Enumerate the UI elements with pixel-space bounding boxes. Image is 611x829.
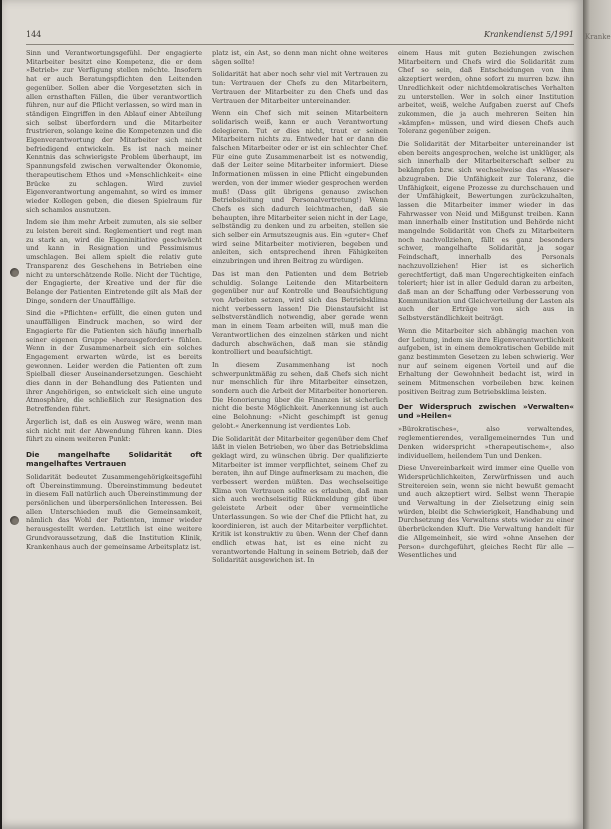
body-paragraph: Wenn die Mitarbeiter sich abhängig machen von der Leitung, indem sie ihre Eigenverantwortlichkeit aufgeben, ist in einem demokratischen Gebilde mit ganz bestimmten Gesetzen zu leben schwierig. Wer nur auf seinem eigenen Vorteil und auf die Erhaltung der Gewohnheit bedacht ist, wird in seinem Mitmenschen vorbeileben bzw. keinen positiven Beitrag zum Betriebsklima leisten. [398,326,574,396]
running-head: Krankendienst 5/1991 [483,30,574,39]
header-rule [26,44,574,45]
body-paragraph: platz ist, ein Ast, so denn man nicht ohne weiteres sägen sollte! [212,49,388,66]
page-number: 144 [26,30,42,39]
page-header [26,30,574,42]
punch-hole-bottom [10,516,19,525]
body-paragraph: Die Solidarität der Mitarbeiter gegenüber dem Chef läßt in vielen Betrieben, wo über das Betriebsklima geklagt wird, zu wünschen übrig. Der qualifizierte Mitarbeiter ist immer verpflichtet, seinem Chef zu beraten, ihn auf Dinge aufmerksam zu machen, die verbessert werden müßten. Das wechselseitige Klima von Vertrauen sollte es erlauben, daß man sich auch wechselseitig Rückmeldung gibt über geleistete Arbeit oder über vermeintliche Unterlassungen. So wie der Chef die Pflicht hat, zu koordinieren, ist auch der Mitarbeiter verpflichtet. Kritik ist konstruktiv zu üben. Wenn der Chef dann endlich etwas hat, ist es eine nicht zu verantwortende Haltung in seinem Betrieb, daß der Solidarität ausgewichen ist. In [212,434,388,565]
text-column-3 [398,49,574,821]
journal-page [2,0,583,829]
body-paragraph: »Bürokratisches«, also verwaltendes, reglementierendes, verallgemeinerndes Tun und Denken widerspricht »therapeutischem«, also individuellem, heilendem Tun und Denken. [398,425,574,460]
body-paragraph: Indem sie ihm mehr Arbeit zumuten, als sie selber zu leisten bereit sind. Reglementiert und regt man zu stark an, wird die Eigeninitiative geschwächt und kann in Resignation und Pessimismus umschlagen. Bei allem spielt die relativ gute Transparenz des Geschehens in Betrieben eine nicht zu unterschätzende Rolle. Nicht der Tüchtige, der Engagierte, der Kreative und der für die Belange der Patienten Eintretende gilt als Maß der Dinge, sondern der Unauffällige. [26,218,202,305]
body-paragraph: Sinn und Verantwortungsgefühl. Der engagierte Mitarbeiter besitzt eine Kompetenz, die er dem »Betrieb« zur Verfügung stellen möchte. Insofern hat er auch Beratungspflichten den Leitenden gegenüber. Sollen aber die Vorgesetzten sich in allen ernsthaften Fällen, die über verantwortlich führen, nur auf die Pflicht verlassen, so wird man in ständigen Eingriffen in den Ablauf einer Abteilung sich selbst überfordern und die Mitarbeiter frustrieren, solange keine die Kompetenzen und die Eigenverantwortung der Mitarbeiter sich nicht befriedigend entwickeln. Es ist nach meiner Kenntnis das schwierigste Problem überhaupt, im Spannungsfeld zwischen verwaltender Ökonomie, therapeutischem Ethos und »Menschlichkeit« eine Brücke zu schlagen. Wird zuviel Eigenverantwortung angemahnt, so wird es immer wieder Kollegen geben, die diesen Spielraum für sich schamlos ausnutzen. [26,49,202,214]
body-paragraph: Solidarität bedeutet Zusammengehörigkeitsgefühl oft Übereinstimmung. Übereinstimmung bedeutet in diesem Fall natürlich auch Übereinstimmung der persönlichen und überpersönlichen Interessen. Bei allen Unterschieden muß die Gemeinsamkeit, nämlich das Wohl der Patienten, immer wieder herausgestellt werden. Letztlich ist eine weitere Grundvoraussetzung, daß die Institution Klinik, Krankenhaus auch der gemeinsame Arbeitsplatz ist. [26,472,202,551]
body-paragraph: Solidarität hat aber noch sehr viel mit Vertrauen zu tun: Vertrauen der Chefs zu den Mitarbeitern, Vertrauen der Mitarbeiter zu den Chefs und das Vertrauen der Mitarbeiter untereinander. [212,70,388,105]
text-column-1 [26,49,202,821]
body-paragraph: einem Haus mit guten Beziehungen zwischen Mitarbeitern und Chefs wird die Solidarität zum Chef so sein, daß Entscheidungen von ihm akzeptiert werden, ohne sofort zu murren bzw. ihn Unredlichkeit oder nichtdemokratisches Verhalten zu unterstellen. Wer in solch einer Institution arbeitet, weiß, welche Aufgaben zuerst auf Chefs zukommen, die ja auch mehreren Seiten hin »kämpfen« müssen, und wird diesen Chefs auch Toleranz gegenüber zeigen. [398,49,574,136]
adjacent-page-running-head: Kranke [585,33,611,41]
body-paragraph: Sind die »Pflichten« erfüllt, die einen guten und unauffälligen Eindruck machen, so wird der Engagierte für die Patienten sich häufig innerhalb seiner eigenen Gruppe »herausgefordert« fühlen. Wenn in der Zusammenarbeit sich ein solches Engagement erwarten würde, ist es bereits gewonnen. Leider werden die Patienten oft zum Spielball dieser Auseinandersetzungen. Geschieht dies dann in der Behandlung des Patienten und ihrer Angehörigen, so entwickelt sich eine ungute Atmosphäre, die schließlich zur Resignation des Betreffenden führt. [26,309,202,414]
adjacent-page-edge [583,0,611,829]
section-heading: Der Widerspruch zwischen »Verwalten« und »Heilen« [398,402,574,421]
punch-hole-top [10,268,19,277]
body-paragraph: Wenn ein Chef sich mit seinen Mitarbeitern solidarisch weiß, kann er auch Verantwortung delegieren. Tut er dies nicht, traut er seinen Mitarbeitern nichts zu. Entweder hat er dann die falschen Mitarbeiter oder er ist ein schlechter Chef. Für eine gute Zusammenarbeit ist es notwendig, daß der Leiter seine Mitarbeiter informiert. Diese Informationen müssen in eine Pflicht eingebunden werden, von der immer wieder gesprochen werden muß! (Dass gilt übrigens genauso zwischen Betriebsleitung und Personalvertretung!) Wenn Chefs es sich dadurch leichtmachen, daß sie behaupten, ihre Mitarbeiter seien nicht in der Lage, selbständig zu denken und zu arbeiten, stellen sie sich selber ein Armutszeugnis aus. Ein »guter« Chef wird seine Mitarbeiter motivieren, begeben und anleiten, sich entsprechend ihren Fähigkeiten einzubringen und ihren Beitrag zu würdigen. [212,109,388,266]
body-paragraph: Die Solidarität der Mitarbeiter untereinander ist eben bereits angesprochen, welche ist unklüger, als sich innerhalb der Mitarbeiterschaft selber zu bekämpfen bzw. sich wechselweise das »Wasser« abzugraben. Die Unfähigkeit zur Toleranz, die Unfähigkeit, eigene Prozesse zu durchschauen und der Umfähigkeit, Bewertungen zurückzuhalten, lassen die Mitarbeiter immer wieder in das Fahrwasser von Neid und Mißgunst treiben. Kann man innerhalb einer Institution und Behörde nicht mangelnde Solidarität von Chefs zu Mitarbeitern noch nachvollziehen, fällt es ganz besonders schwer, mangelhafte Solidarität, ja sogar Feindschaft, innerhalb des Personals nachzuvollziehen! Hier ist es sicherlich gerechtfertigt, daß man Ungerechtigkeiten einfach toleriert; hier ist in aller Geduld daran zu arbeiten, daß man an der Schaffung oder Verbesserung von Kommunikation und Gleichverteilung der Lasten als auch der Erträge von sich aus in Selbstverständlichkeit beiträgt. [398,140,574,323]
text-column-2 [212,49,388,821]
body-paragraph: In diesem Zusammenhang ist noch schwerpunktmäßig zu sehen, daß Chefs sich nicht nur menschlich für ihre Mitarbeiter einsetzen, sondern auch die Arbeit der Mitarbeiter honorieren. Die Honorierung über die Finanzen ist sicherlich nicht die beste Möglichkeit. Anerkennung ist auch eine Belohnung: »Nicht geschimpft ist genug gelobt.« Anerkennung ist verdientes Lob. [212,360,388,430]
section-heading: Die mangelhafte Solidarität oft mangelhaftes Vertrauen [26,449,202,468]
body-paragraph: Ärgerlich ist, daß es ein Ausweg wäre, wenn man sich nicht mit der Abwendung führen kann. Dies führt zu einem weiteren Punkt: [26,417,202,444]
body-paragraph: Das ist man den Patienten und dem Betrieb schuldig. Solange Leitende den Mitarbeitern gegenüber nur auf Kontrolle und Beaufsichtigung von Arbeiten setzen, wird sich das Betriebsklima nicht verbessern lassen! Die Dienstaufsicht ist selbstverständlich notwendig, aber gerade wenn man in einem Team arbeiten will, muß man die Verantwortlichen des einzelnen stärken und nicht dadurch abschwächen, daß man sie ständig kontrolliert und beaufsichtigt. [212,269,388,357]
body-paragraph: Diese Unvereinbarkeit wird immer eine Quelle von Widersprüchlichkeiten, Zerwürfnissen und auch Streitereien sein, wenn sie nicht bewußt gemacht und auch akzeptiert wird. Selbst wenn Therapie und Verwaltung in der Zielsetzung einig sein würden, bleibt die Schwierigkeit, Handhabung und Durchsetzung des Verwaltens stets wieder zu einer überbrückenden Kluft. Die Verwaltung handelt für die Allgemeinheit, sie wird »ohne Ansehen der Person« durchgeführt, gleiches Recht für alle — Wesentliches und [398,464,574,560]
